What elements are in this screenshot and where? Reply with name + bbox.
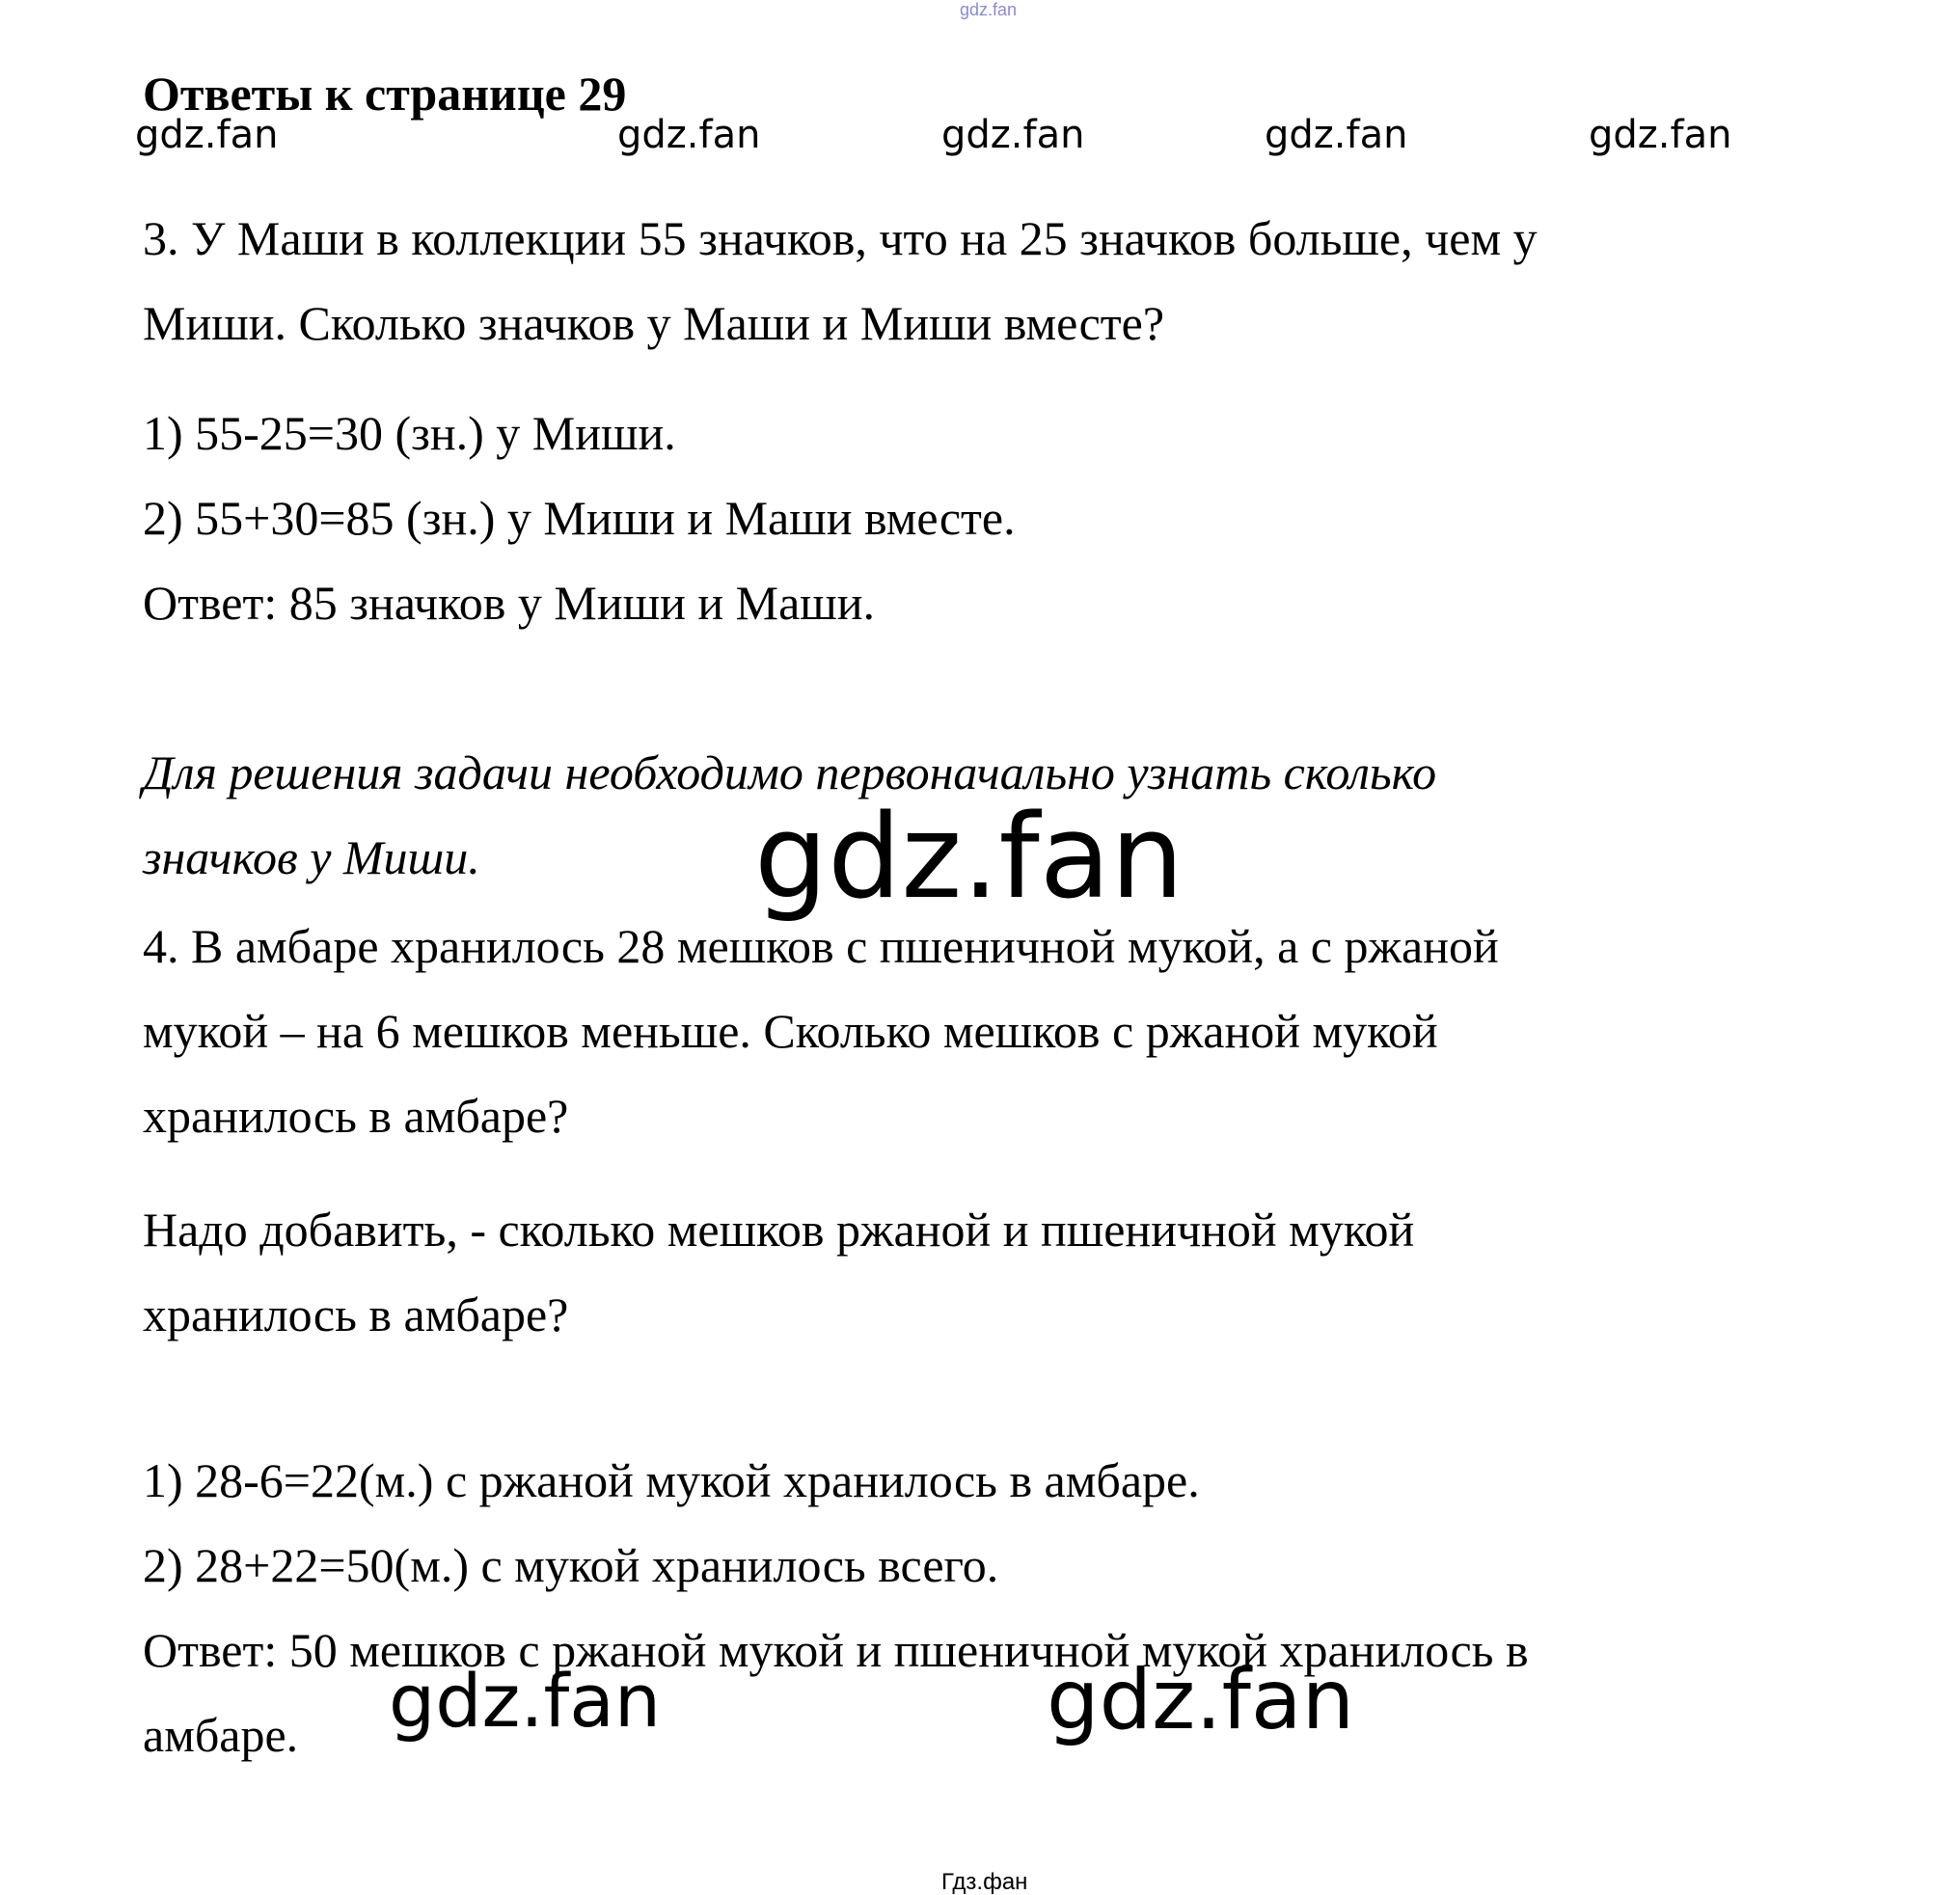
task4-step-2: 2) 28+22=50(м.) с мукой хранилось всего. — [143, 1538, 999, 1592]
task4-addition-1: Надо добавить, - сколько мешков ржаной и пшеничной мукой — [143, 1203, 1415, 1257]
task4-line-1: 4. В амбаре хранилось 28 мешков с пшеничной мукой, а с ржаной — [143, 919, 1499, 973]
task4-answer-1: Ответ: 50 мешков с ржаной мукой и пшеничной мукой хранилось в — [143, 1623, 1529, 1677]
task4-addition-2: хранилось в амбаре? — [143, 1287, 569, 1341]
task3-step-1: 1) 55-25=30 (зн.) у Миши. — [143, 406, 676, 460]
watermark-large: gdz.fan — [754, 791, 1184, 925]
watermark-row-2: gdz.fan — [617, 113, 761, 157]
task4-step-1: 1) 28-6=22(м.) с ржаной мукой хранилось в амбаре. — [143, 1453, 1200, 1507]
top-watermark: gdz.fan — [960, 0, 1018, 19]
watermark-row-1: gdz.fan — [135, 113, 279, 157]
watermark-row-5: gdz.fan — [1589, 113, 1732, 157]
task3-line-2: Миши. Сколько значков у Маши и Миши вместе? — [143, 296, 1165, 350]
task4-answer-2: амбаре. — [143, 1708, 299, 1762]
watermark-bottom-right: gdz.fan — [1047, 1652, 1355, 1748]
footer-text: Гдз.фан — [941, 1869, 1028, 1895]
task3-hint-1: Для решения задачи необходимо первоначально узнать сколько — [143, 745, 1437, 799]
watermark-row-4: gdz.fan — [1265, 113, 1408, 157]
watermark-bottom-left: gdz.fan — [389, 1658, 662, 1744]
task3-hint-2: значков у Миши. — [143, 830, 480, 884]
task3-step-2: 2) 55+30=85 (зн.) у Миши и Маши вместе. — [143, 491, 1016, 545]
watermark-row-3: gdz.fan — [941, 113, 1085, 157]
task3-line-1: 3. У Маши в коллекции 55 значков, что на 25 значков больше, чем у — [143, 211, 1538, 265]
page-title: Ответы к странице 29 — [143, 67, 627, 121]
task4-line-3: хранилось в амбаре? — [143, 1089, 569, 1143]
task4-line-2: мукой – на 6 мешков меньше. Сколько мешков с ржаной мукой — [143, 1004, 1438, 1058]
task3-answer: Ответ: 85 значков у Миши и Маши. — [143, 576, 876, 630]
